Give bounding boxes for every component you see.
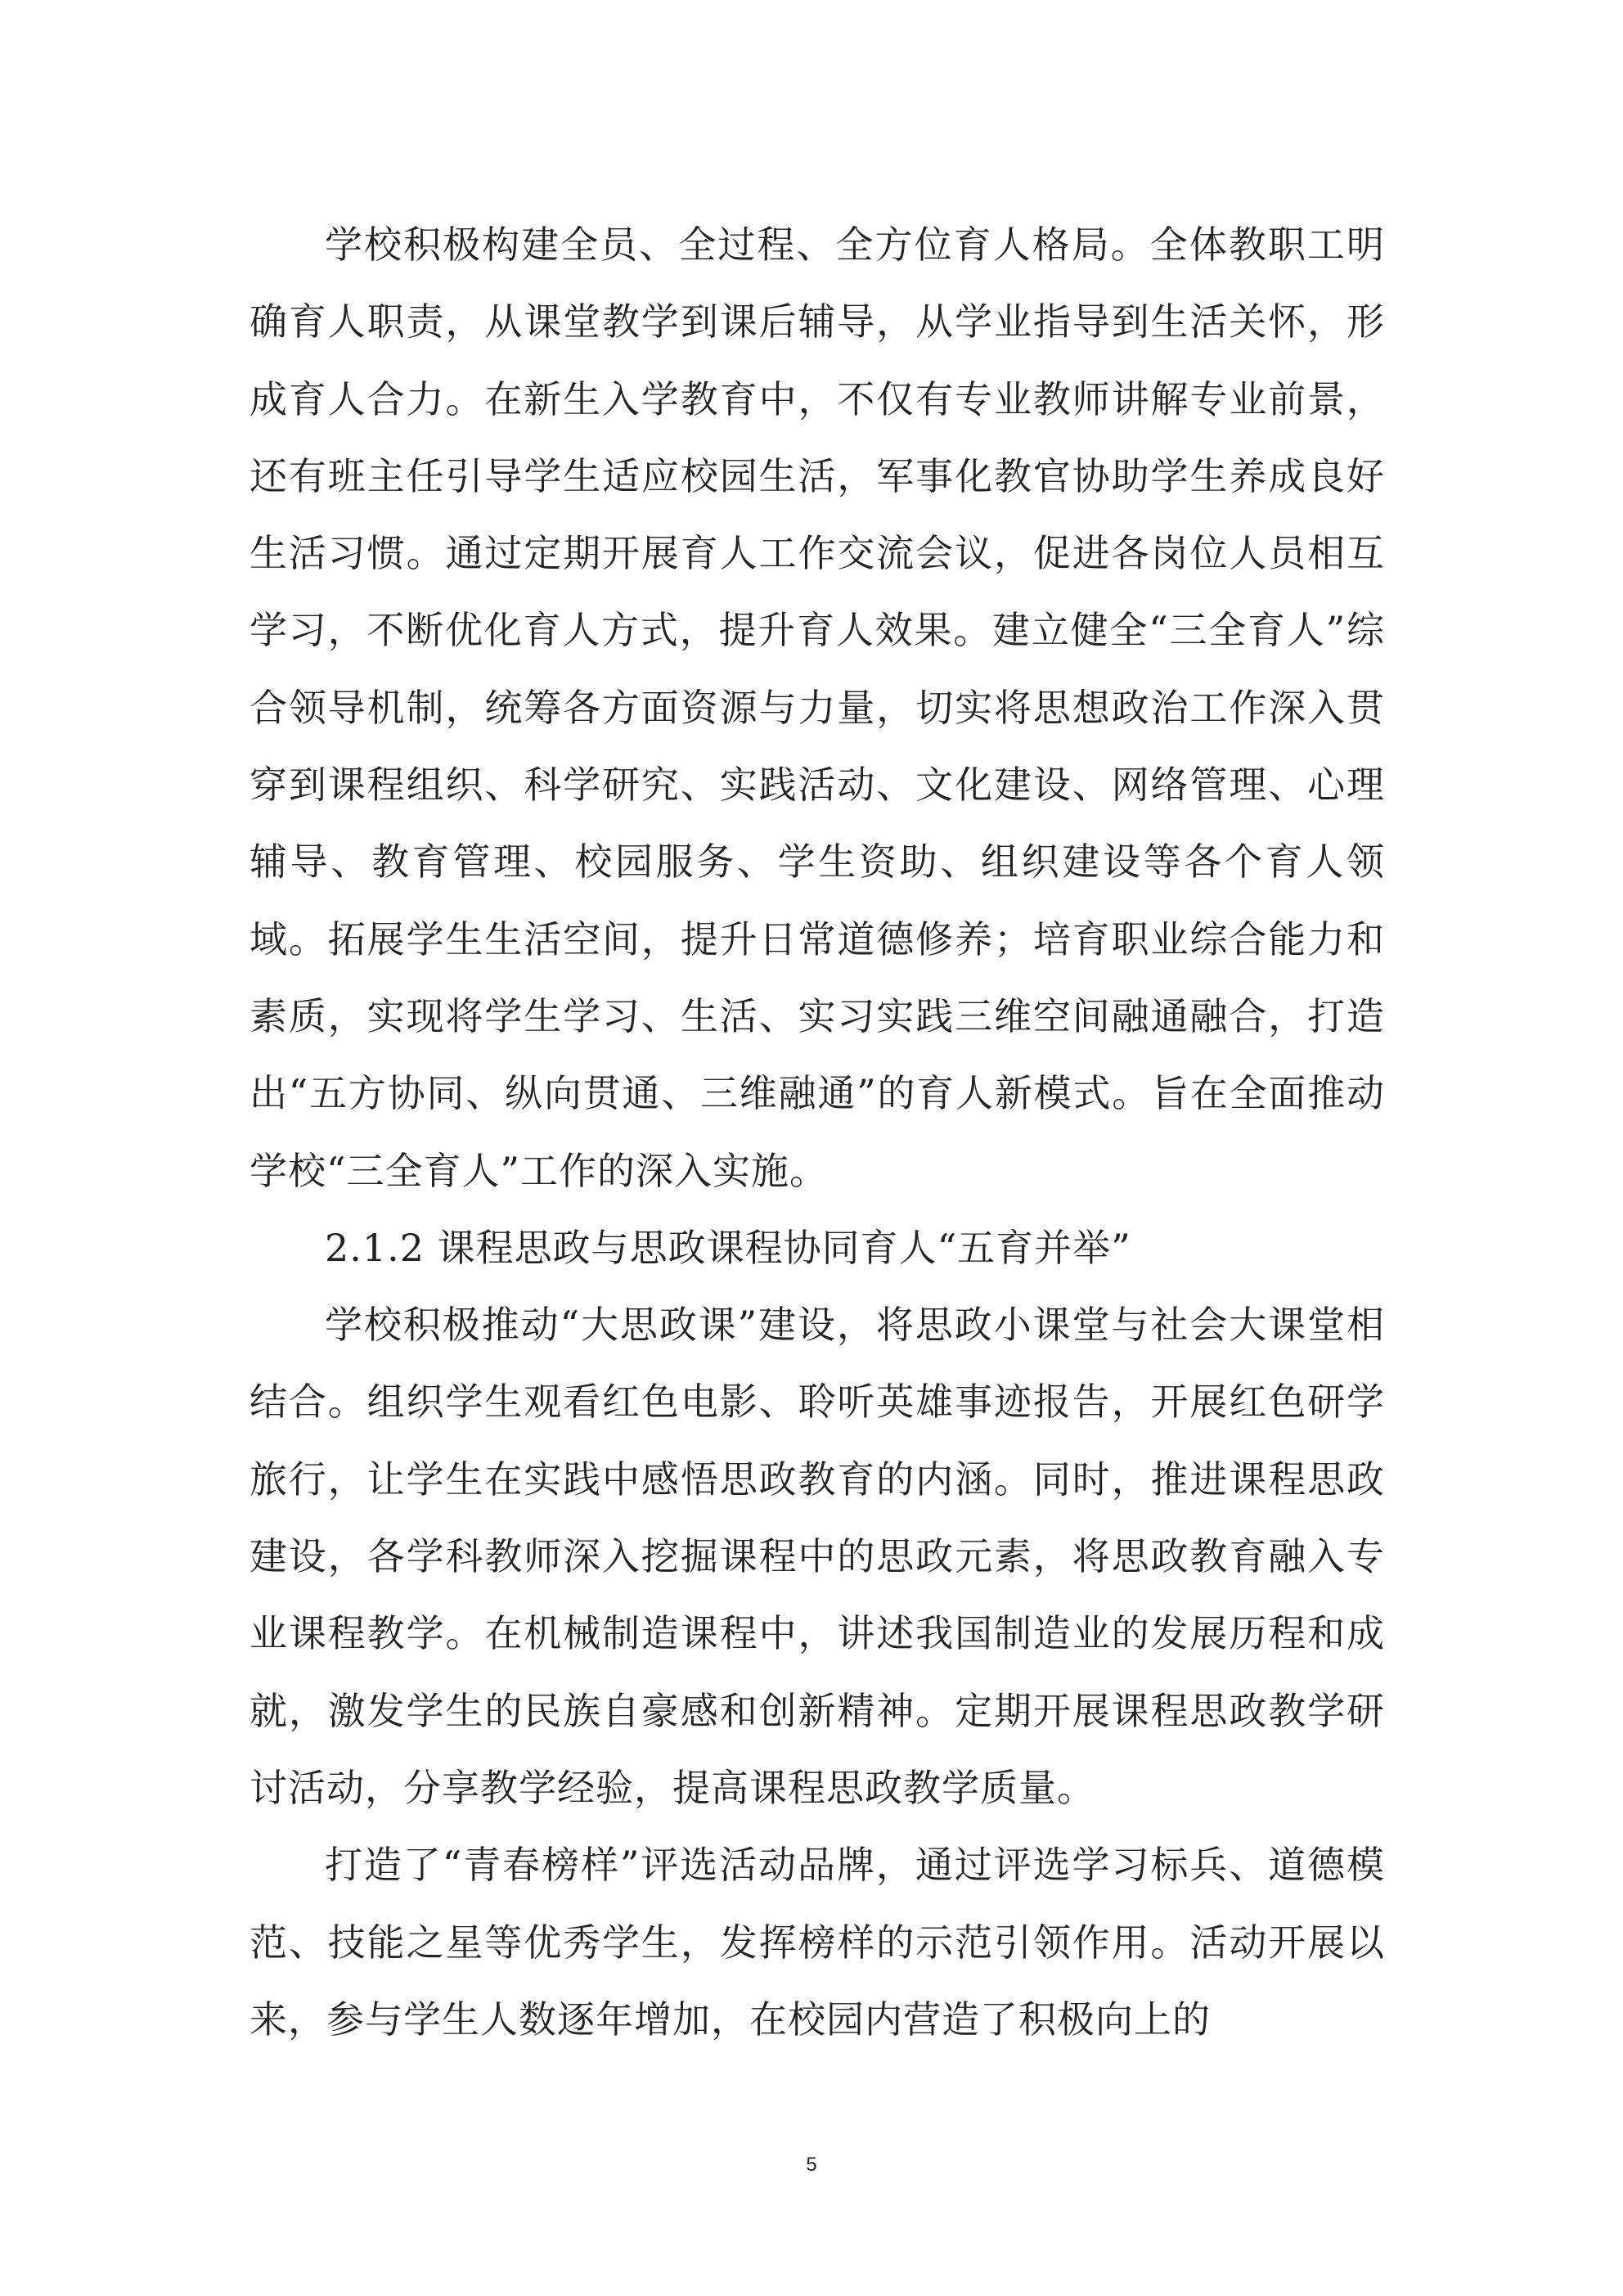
paragraph-qingchun-bangyang: 打造了“青春榜样”评选活动品牌，通过评选学习标兵、道德模范、技能之星等优秀学生，发挥榜样的示范引领作用。活动开展以来，参与学生人数逐年增加，在校园内营造了积极向上的 <box>250 1843 1385 2042</box>
paragraph-da-sizheng-ke: 学校积极推动“大思政课”建设，将思政小课堂与社会大课堂相结合。组织学生观看红色电影、聆听英雄事迹报告，开展红色研学旅行，让学生在实践中感悟思政教育的内涵。同时，推进课程思政建设，各学科教师深入挖掘课程中的思政元素，将思政教育融入专业课程教学。在机械制造课程中，讲述我国制造业的发展历程和成就，激发学生的民族自豪感和创新精神。定期开展课程思政教学研讨活动，分享教学经验，提高课程思政教学质量。 <box>250 1303 1385 1810</box>
page-number: 5 <box>806 2154 817 2176</box>
page-content <box>250 206 1385 2058</box>
section-heading-2-1-2: 2.1.2 课程思政与思政课程协同育人“五育并举” <box>325 1225 1131 1270</box>
paragraph-sanquan-yuren: 学校积极构建全员、全过程、全方位育人格局。全体教职工明确育人职责，从课堂教学到课后辅导，从学业指导到生活关怀，形成育人合力。在新生入学教育中，不仅有专业教师讲解专业前景，还有班主任引导学生适应校园生活，军事化教官协助学生养成良好生活习惯。通过定期开展育人工作交流会议，促进各岗位人员相互学习，不断优化育人方式，提升育人效果。建立健全“三全育人”综合领导机制，统筹各方面资源与力量，切实将思想政治工作深入贯穿到课程组织、科学研究、实践活动、文化建设、网络管理、心理辅导、教育管理、校园服务、学生资助、组织建设等各个育人领域。拓展学生生活空间，提升日常道德修养；培育职业综合能力和素质，实现将学生学习、生活、实习实践三维空间融通融合，打造出“五方协同、纵向贯通、三维融通”的育人新模式。旨在全面推动学校“三全育人”工作的深入实施。 <box>250 223 1385 1193</box>
